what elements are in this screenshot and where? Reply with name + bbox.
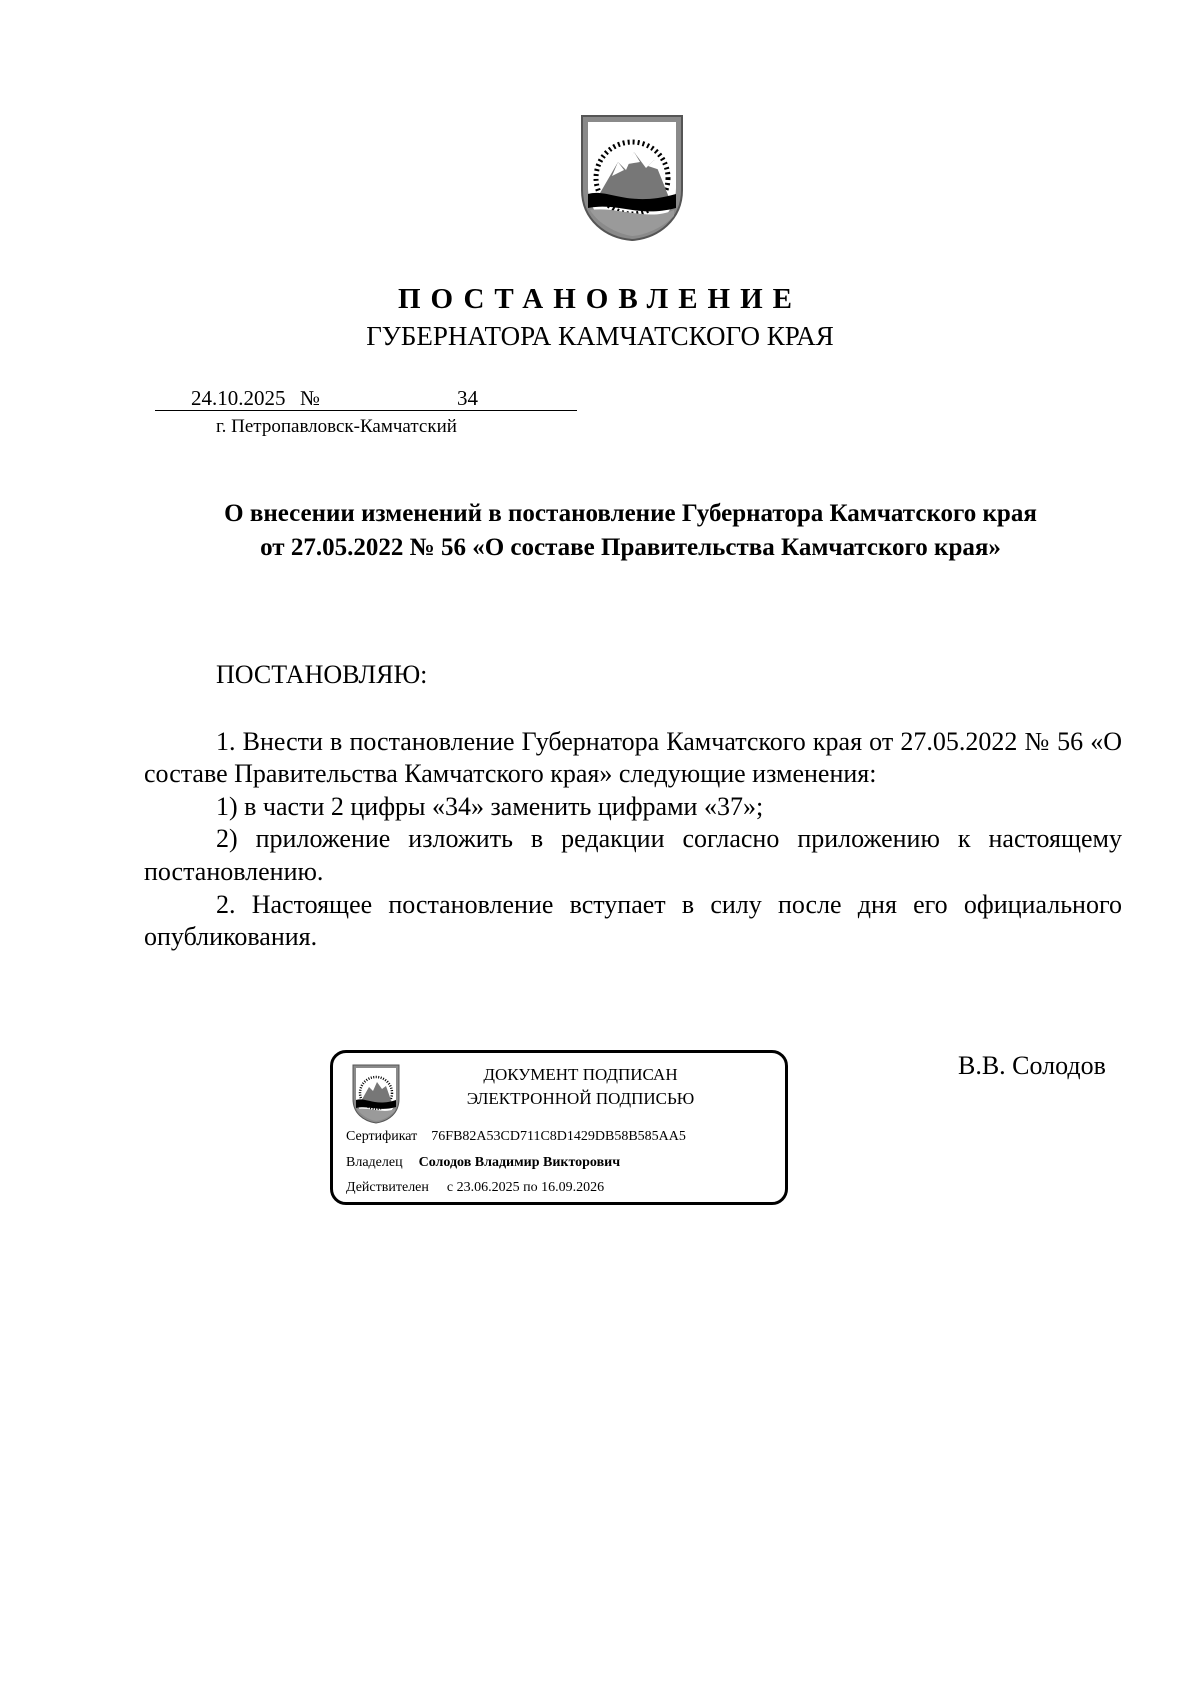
subclause-1-1: 1) в части 2 цифры «34» заменить цифрами «37»; bbox=[216, 791, 764, 821]
stamp-coat-of-arms-icon bbox=[351, 1063, 401, 1125]
owner-value: Солодов Владимир Викторович bbox=[418, 1155, 621, 1170]
signer-name: В.В. Солодов bbox=[958, 1051, 1106, 1080]
registration-date: 24.10.2025 bbox=[155, 386, 300, 411]
owner-row bbox=[346, 1154, 620, 1172]
title-line-2: от 27.05.2022 № 56 «О составе Правительства Камчатского края» bbox=[260, 534, 1001, 561]
document-title bbox=[120, 497, 1141, 565]
document-type: ПОСТАНОВЛЕНИЕ bbox=[397, 283, 802, 315]
validity-label: Действителен bbox=[346, 1180, 429, 1195]
stamp-heading bbox=[413, 1063, 748, 1111]
certificate-value: 76FB82A53CD711C8D1429DB58B585AA5 bbox=[431, 1129, 686, 1144]
subclause-1-2: 2) приложение изложить в редакции согласно приложению к настоящему постановлению. bbox=[144, 824, 1122, 886]
stamp-heading-line-1: ДОКУМЕНТ ПОДПИСАН bbox=[483, 1065, 678, 1084]
owner-label: Владелец bbox=[346, 1155, 403, 1170]
electronic-signature-stamp bbox=[330, 1050, 788, 1205]
title-line-1: О внесении изменений в постановление Губернатора Камчатского края bbox=[224, 500, 1037, 527]
document-body bbox=[144, 659, 1122, 954]
place-of-issue: г. Петропавловск-Камчатский bbox=[216, 416, 457, 437]
number-sign: № bbox=[300, 386, 360, 411]
issuing-authority: ГУБЕРНАТОРА КАМЧАТСКОГО КРАЯ bbox=[366, 321, 834, 351]
registration-number: 34 bbox=[360, 386, 577, 411]
certificate-row bbox=[346, 1128, 686, 1146]
stamp-heading-line-2: ЭЛЕКТРОННОЙ ПОДПИСЬЮ bbox=[466, 1089, 695, 1108]
coat-of-arms-icon bbox=[578, 112, 686, 242]
clause-1: 1. Внести в постановление Губернатора Камчатского края от 27.05.2022 № 56 «О составе Правительства Камчатского края» следующие изменения: bbox=[144, 726, 1122, 789]
clause-2: 2. Настоящее постановление вступает в силу после дня его официального опубликования. bbox=[144, 889, 1122, 952]
certificate-label: Сертификат bbox=[346, 1129, 418, 1144]
decree-word: ПОСТАНОВЛЯЮ: bbox=[216, 660, 428, 689]
validity-row bbox=[346, 1179, 604, 1197]
validity-value: с 23.06.2025 по 16.09.2026 bbox=[446, 1180, 605, 1195]
